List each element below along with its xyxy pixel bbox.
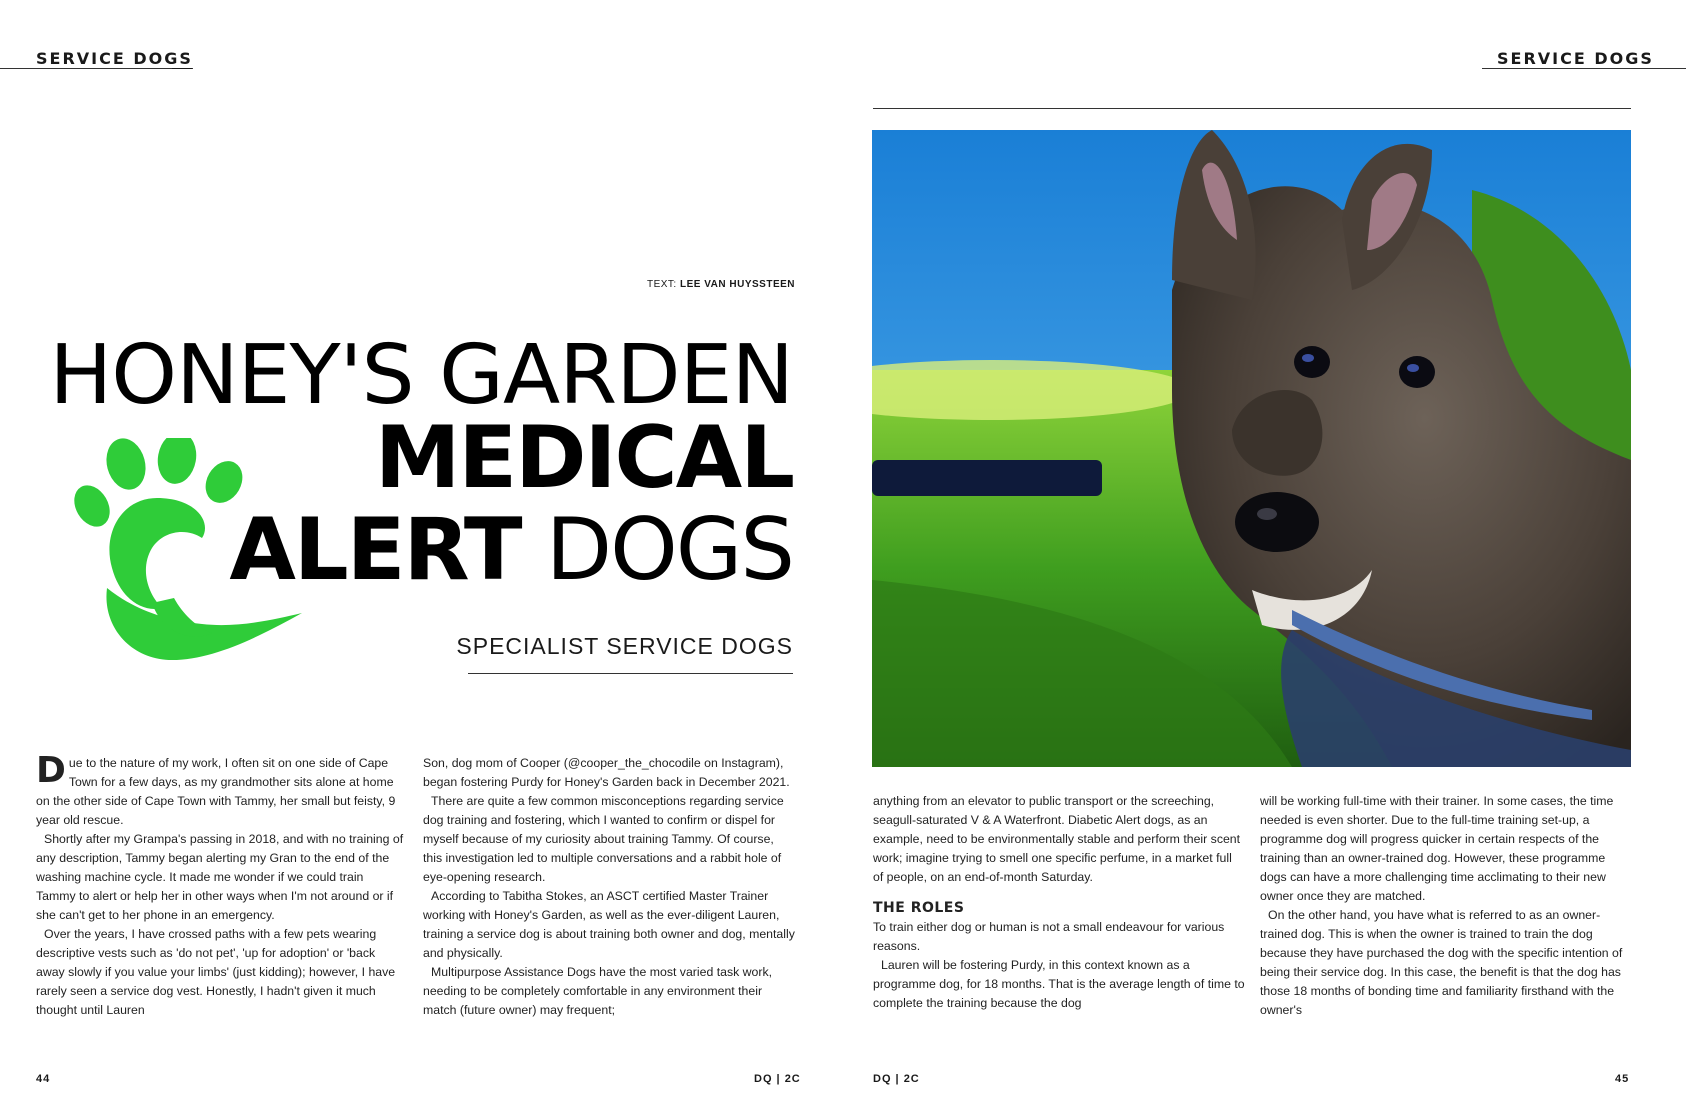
subtitle-rule (468, 673, 793, 674)
dog-photo (872, 130, 1631, 767)
title-line-3 (229, 500, 793, 600)
byline-author: LEE VAN HUYSSTEEN (680, 279, 795, 290)
photo-top-rule (873, 108, 1631, 109)
drop-cap: D (36, 750, 66, 791)
paragraph: On the other hand, you have what is referred to as an owner-trained dog. This is when the owner is trained to train the dog because they have purchased the dog with the specific intention of being their service dog. In this case, the benefit is that the dog has those 18 months of bonding time and familiarity firsthand with the owner's (1260, 908, 1623, 1017)
title-line-2: MEDICAL (374, 408, 793, 508)
paragraph-text: ue to the nature of my work, I often sit on one side of Cape Town for a few days, as my grandmother sits alone at home on the other side of Cape Town with Tammy, her small but feisty, 9 year old rescue. (36, 756, 396, 827)
paragraph: Over the years, I have crossed paths with a few pets wearing descriptive vests such as 'do not pet', 'up for adoption' or 'back away slowly if you value your limbs' (just kidding); however, I have rarely seen a service dog vest. Honestly, I hadn't given it much thought until Lauren (36, 927, 396, 1017)
section-label-left: SERVICE DOGS (36, 49, 193, 68)
text-column-4 (1260, 792, 1632, 1020)
subtitle: SPECIALIST SERVICE DOGS (456, 633, 793, 659)
paragraph: There are quite a few common misconceptions regarding service dog training and fostering, which I wanted to confirm or dispel for myself because of my curiosity about training Tammy. Of course, this investigation led to multiple conversations and a rabbit hole of eye-opening research. (423, 794, 784, 884)
magazine-label-right: DQ | 2C (873, 1073, 920, 1085)
section-heading: THE ROLES (873, 900, 965, 916)
title-alert: ALERT (229, 500, 521, 600)
paragraph: anything from an elevator to public transport or the screeching, seagull-saturated V & A Waterfront. Diabetic Alert dogs, as an example, need to be environmentally stable and perform their scent work; imagine trying to smell one specific perfume, in a market full of people, on an end-of-month Saturday. (873, 794, 1241, 884)
paragraph: According to Tabitha Stokes, an ASCT certified Master Trainer working with Honey's Garden, as well as the ever-diligent Lauren, training a service dog is about training both owner and dog, mentally and physically. (423, 889, 795, 960)
paragraph: Multipurpose Assistance Dogs have the most varied task work, needing to be completely comfortable in any environment their match (future owner) may frequent; (423, 965, 773, 1017)
paragraph: Son, dog mom of Cooper (@cooper_the_chocodile on Instagram), began fostering Purdy for Honey's Garden back in December 2021. (423, 756, 790, 789)
byline-label: TEXT: (646, 279, 677, 290)
paragraph: To train either dog or human is not a small endeavour for various reasons. (873, 920, 1225, 953)
title-line-1: HONEY'S GARDEN (49, 328, 793, 423)
text-column-1 (36, 750, 405, 1020)
section-label-right: SERVICE DOGS (1497, 49, 1654, 68)
page-number-left: 44 (36, 1073, 51, 1085)
byline (640, 279, 795, 290)
paragraph (36, 750, 405, 830)
title-dogs: DOGS (520, 500, 793, 600)
page-number-right: 45 (1615, 1073, 1630, 1085)
header-rule-right (1482, 68, 1686, 69)
text-column-3 (873, 792, 1245, 1013)
paragraph: Lauren will be fostering Purdy, in this context known as a programme dog, for 18 months. That is the average length of time to complete the training because the dog (873, 958, 1245, 1010)
text-column-2 (423, 754, 796, 1020)
photo-icon (872, 130, 1631, 767)
paragraph: will be working full-time with their trainer. In some cases, the time needed is even shorter. Due to the full-time training set-up, a programme dog will progress quicker in certain respects of the training than an owner-trained dog. However, these programme dogs can have a more challenging time acclimating to their new owner once they are matched. (1260, 794, 1614, 903)
magazine-label-left: DQ | 2C (754, 1073, 801, 1085)
paragraph: Shortly after my Grampa's passing in 2018, and with no training of any description, Tammy began alerting my Gran to the end of the washing machine cycle. It made me wonder if we could train Tammy to alert or help her in other ways when I'm not around or if she can't get to her phone in an emergency. (36, 832, 404, 922)
header-rule-left (0, 68, 172, 69)
